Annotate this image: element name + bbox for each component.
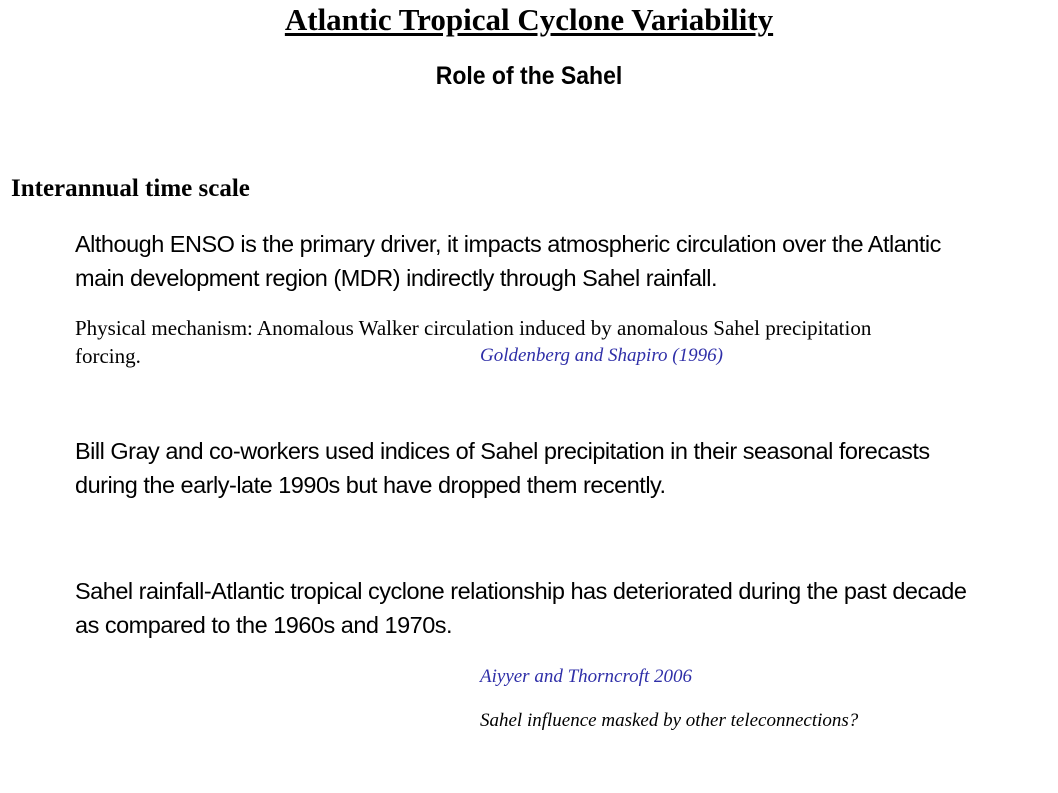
slide-subtitle: Role of the Sahel [435,62,623,90]
enso-paragraph [75,227,941,295]
gray-paragraph-line-2: during the early-late 1990s but have dropped them recently. [75,472,666,498]
goldenberg-citation: Goldenberg and Shapiro (1996) [480,345,723,366]
mechanism-paragraph-line-2: forcing. [75,344,141,368]
section-heading: Interannual time scale [11,175,250,202]
enso-paragraph-line-1: Although ENSO is the primary driver, it impacts atmospheric circulation over the Atlantic [75,231,941,257]
enso-paragraph-line-2: main development region (MDR) indirectly through Sahel rainfall. [75,265,717,291]
mechanism-paragraph-line-1: Physical mechanism: Anomalous Walker circulation induced by anomalous Sahel precipitation [75,316,872,340]
sahel-influence-note: Sahel influence masked by other teleconnections? [480,710,859,731]
gray-paragraph [75,434,930,502]
mechanism-paragraph [75,314,871,370]
slide-title: Atlantic Tropical Cyclone Variability [284,2,774,37]
aiyyer-citation: Aiyyer and Thorncroft 2006 [480,666,692,687]
gray-paragraph-line-1: Bill Gray and co-workers used indices of Sahel precipitation in their seasonal forecasts [75,438,930,464]
relationship-paragraph-line-2: as compared to the 1960s and 1970s. [75,612,453,638]
relationship-paragraph [75,574,966,642]
relationship-paragraph-line-1: Sahel rainfall-Atlantic tropical cyclone relationship has deteriorated during the past decade [75,578,967,604]
